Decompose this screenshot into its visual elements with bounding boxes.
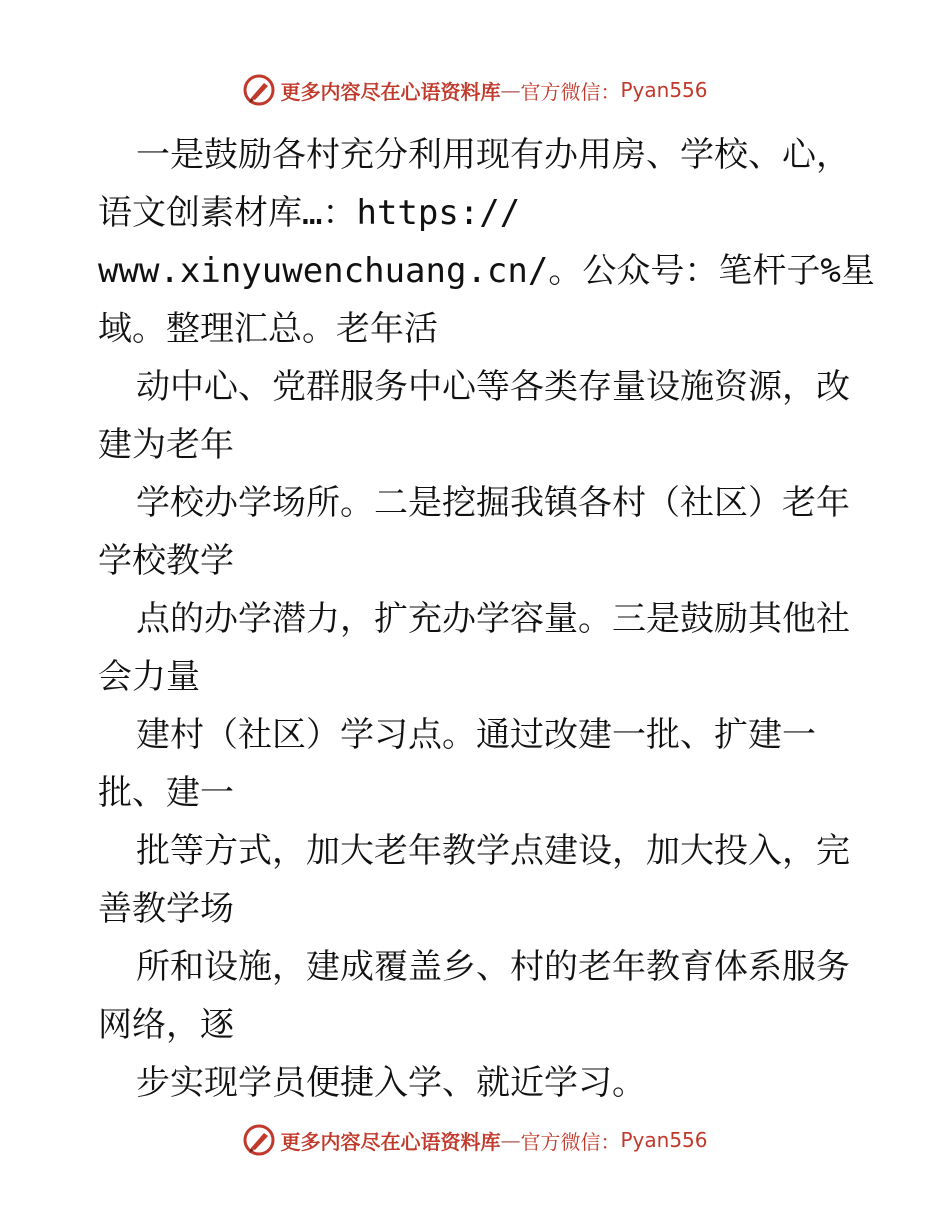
- banner-dash: —: [500, 78, 521, 102]
- body-line: 善教学场: [98, 889, 234, 929]
- wechat-id: Pyan556: [620, 78, 708, 102]
- site-slogan: 更多内容尽在心语资料库: [280, 79, 501, 104]
- body-line: 建为老年: [98, 425, 234, 465]
- body-line: 动中心、党群服务中心等各类存量设施资源，改: [136, 367, 850, 407]
- body-line: 会力量: [98, 657, 200, 697]
- banner-dash: —: [500, 1128, 521, 1152]
- site-slogan: 更多内容尽在心语资料库: [280, 1129, 501, 1154]
- body-line: 所和设施，建成覆盖乡、村的老年教育体系服务: [136, 947, 850, 987]
- body-line: www.xinyuwenchuang.cn/。公众号：笔杆子%星: [98, 251, 875, 291]
- wechat-label: 官方微信：: [520, 1129, 621, 1154]
- wechat-id: Pyan556: [620, 1128, 708, 1152]
- body-line: 一是鼓励各村充分利用现有办用房、学校、心，: [136, 135, 850, 175]
- body-line: 批、建一: [98, 773, 234, 813]
- body-line: 语文创素材库…：https://: [98, 193, 521, 233]
- body-line: 建村（社区）学习点。通过改建一批、扩建一: [136, 715, 816, 755]
- body-line: 批等方式，加大老年教学点建设，加大投入，完: [136, 831, 850, 871]
- pen-circle-logo-icon: [242, 1123, 276, 1157]
- body-line: 网络，逐: [98, 1005, 234, 1045]
- body-line: 学校办学场所。二是挖掘我镇各村（社区）老年: [136, 483, 850, 523]
- body-line: 域。整理汇总。老年活: [98, 309, 438, 349]
- wechat-label: 官方微信：: [520, 79, 621, 104]
- pen-circle-logo-icon: [242, 73, 276, 107]
- document-body: [98, 126, 875, 1112]
- header-banner: [0, 70, 950, 110]
- body-line: 点的办学潜力，扩充办学容量。三是鼓励其他社: [136, 599, 850, 639]
- body-line: 学校教学: [98, 541, 234, 581]
- body-line: 步实现学员便捷入学、就近学习。: [136, 1063, 646, 1103]
- footer-banner: [0, 1120, 950, 1160]
